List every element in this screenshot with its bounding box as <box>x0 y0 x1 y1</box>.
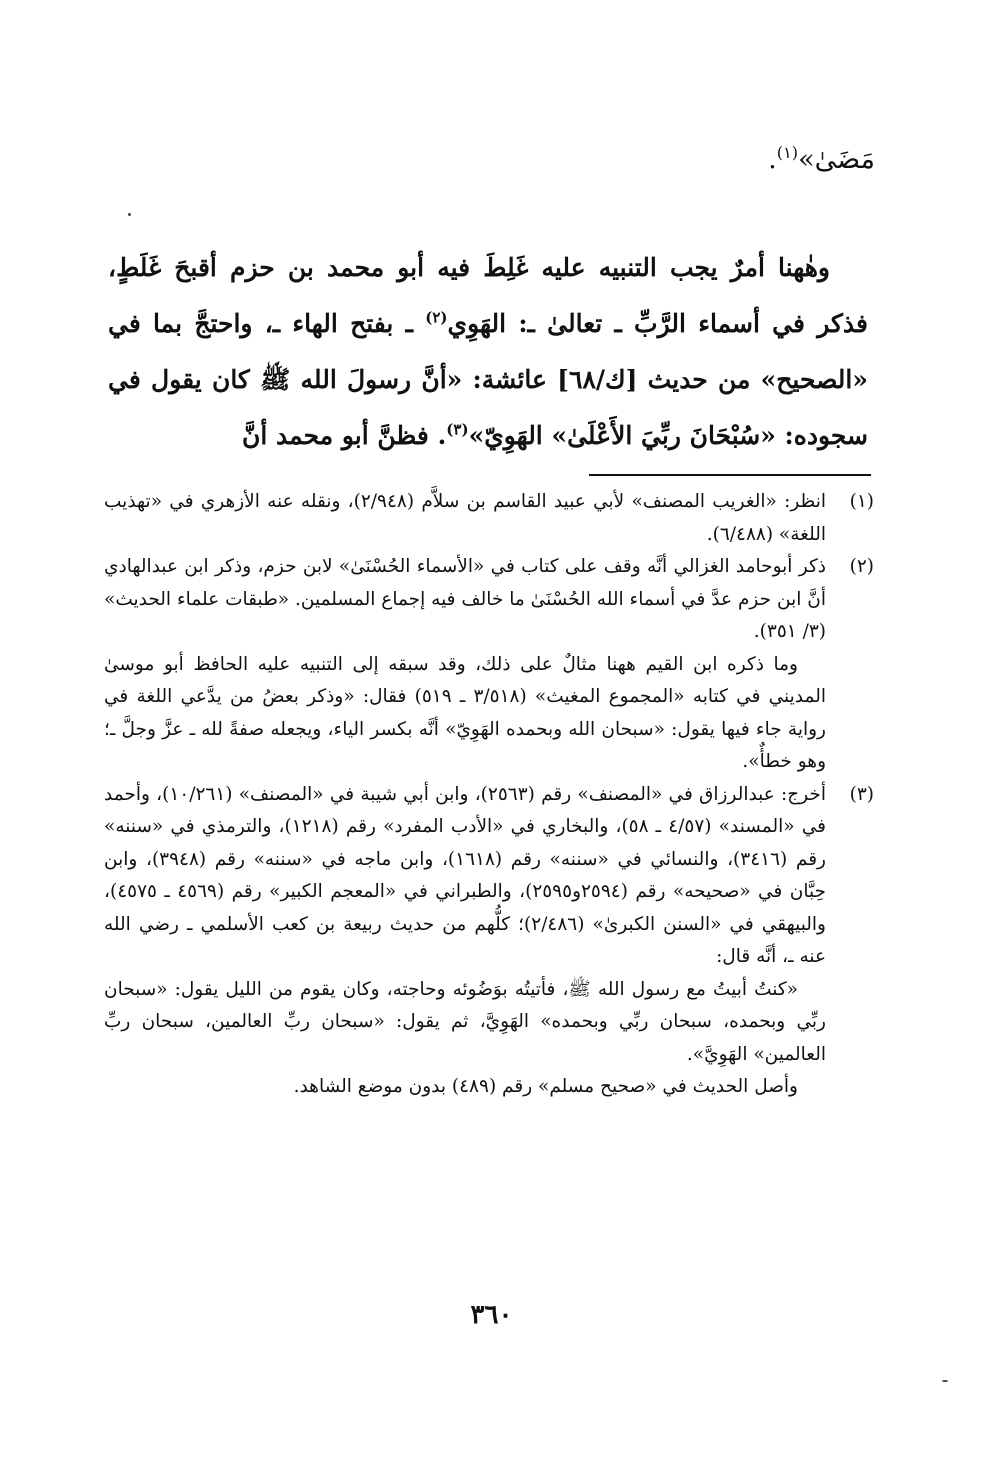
footnote-number: (٢) <box>849 556 874 577</box>
footnote-subparagraph: وما ذكره ابن القيم ههنا مثالٌ على ذلك، وقد سبقه إلى التنبيه عليه الحافظ أبو موسىٰ المديني في كتابه «المجموع المغيث» (٣/٥١٨ ـ ٥١٩) فقال: «وذكر بعضُ من يدَّعي اللغة في رواية جاء فيها يقول: «سبحان الله وبحمده الهَوِيّ» أنَّه بكسر الياء، ويجعله صفةً لله ـ عزَّ وجلَّ ـ؛ وهو خطأٌ». <box>104 653 826 772</box>
scan-speck <box>942 1380 948 1382</box>
footnote-text: انظر: «الغريب المصنف» لأبي عبيد القاسم بن سلاَّم (٢/٩٤٨)، ونقله عنه الأزهري في «تهذيب اللغة» (٦/٤٨٨). <box>104 491 827 545</box>
footnote-number: (١) <box>849 491 874 512</box>
footnote-quote: «كنتُ أبيتُ مع رسول الله ﷺ، فأتيتُه بوَضُوئه وحاجته، وكان يقوم من الليل يقول: «سبحان ربِّي وبحمده، سبحان ربِّي وبحمده» الهَوِيَّ، ثم يقول: «سبحان ربِّ العالمين، سبحان ربِّ العالمين» الهَوِيَّ». <box>104 978 826 1065</box>
footnote-1 <box>104 486 874 551</box>
footnote-ref-3: (٣) <box>446 420 469 439</box>
footnote-subparagraph: وأصل الحديث في «صحيح مسلم» رقم (٤٨٩) بدون موضع الشاهد. <box>293 1076 798 1097</box>
footnote-text: ذكر أبوحامد الغزالي أنَّه وقف على كتاب في «الأسماء الحُسْنَىٰ» لابن حزم، وذكر ابن عبدالهادي أنَّ ابن حزم عدَّ في أسماء الله الحُسْنَىٰ ما خالف فيه إجماع المسلمين. «طبقات علماء الحديث» (٣/ ٣٥١). <box>104 556 826 642</box>
footnote-ref-2: (٢) <box>425 308 448 327</box>
carryover-line <box>575 140 875 180</box>
footnote-2 <box>104 551 874 779</box>
footnote-ref-1: (١) <box>776 143 799 162</box>
footnote-number: (٣) <box>849 783 874 805</box>
footnotes <box>104 486 874 1104</box>
main-text-2: ـ بفتح الهاء ـ، واحتجَّ بما في «الصحيح» من حديث [ك/٦٨] عائشة: «أنَّ رسولَ الله ﷺ كان يقول في سجوده: «سُبْحَانَ ربِّيَ الأَعْلَىٰ» الهَوِيّ» <box>108 309 868 450</box>
footnote-3 <box>104 779 874 1104</box>
carryover-text: مَضَىٰ» <box>798 144 875 175</box>
main-text-3: . فظنَّ أبو محمد أنَّ <box>242 421 447 450</box>
footnote-separator <box>589 474 871 476</box>
carryover-end: . <box>768 144 777 175</box>
scan-speck <box>128 213 131 216</box>
page-number: ٣٦٠ <box>470 1300 513 1330</box>
footnote-text: أخرج: عبدالرزاق في «المصنف» رقم (٢٥٦٣)، وابن أبي شيبة في «المصنف» (١٠/٢٦١)، وأحمد في «المسند» (٤/٥٧ ـ ٥٨)، والبخاري في «الأدب المفرد» رقم (١٢١٨)، والترمذي في «سننه» رقم (٣٤١٦)، والنسائي في «سننه» رقم (١٦١٨)، وابن ماجه في «سننه» رقم (٣٩٤٨)، وابن حِبَّان في «صحيحه» رقم (٢٥٩٤و٢٥٩٥)، والطبراني في «المعجم الكبير» رقم (٤٥٦٩ ـ ٤٥٧٥)، والبيهقي في «السنن الكبرىٰ» (٢/٤٨٦)؛ كلُّهم من حديث ربيعة بن كعب الأسلمي ـ رضي الله عنه ـ، أنَّه قال: <box>104 783 827 967</box>
main-paragraph <box>108 240 868 464</box>
main-text-1: وهٰهنا أمرٌ يجب التنبيه عليه غَلِطَ فيه أبو محمد بن حزم أقبحَ غَلَطٍ، فذكر في أسماء الرَّبِّ ـ تعالىٰ ـ: الهَوِي <box>108 253 868 338</box>
